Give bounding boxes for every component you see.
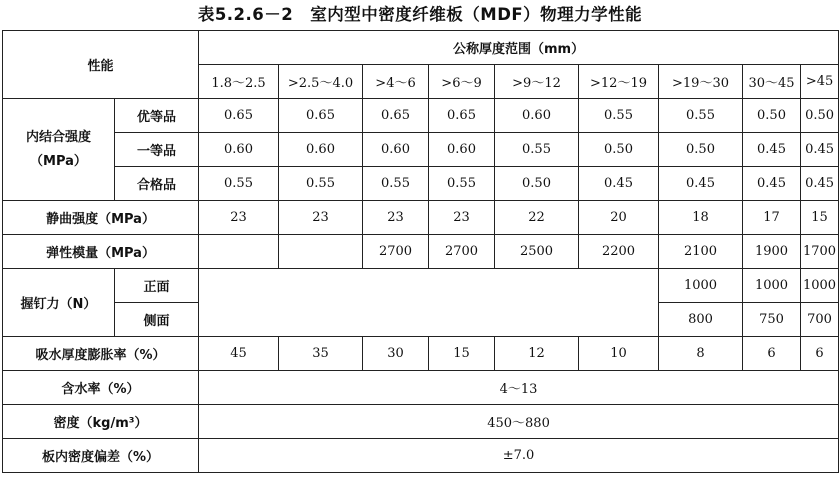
table-cell: 1900 [743,235,801,269]
thickness-range-header: 公称厚度范围（mm） [199,31,839,65]
table-cell: 0.45 [801,167,839,201]
table-cell: 0.65 [429,99,495,133]
thickness-range: >2.5～4.0 [279,65,363,99]
swelling-label: 吸水厚度膨胀率（%） [3,337,199,371]
table-cell: 0.55 [279,167,363,201]
blank-cell [199,269,659,337]
table-cell: 0.55 [199,167,279,201]
thickness-range: 30～45 [743,65,801,99]
table-cell: 750 [743,303,801,337]
moisture-value: 4～13 [199,371,839,405]
table-title: 表5.2.6－2 室内型中密度纤维板（MDF）物理力学性能 [197,5,643,24]
table-cell: 0.65 [199,99,279,133]
table-cell: 0.55 [495,133,579,167]
table-cell: 0.50 [801,99,839,133]
table-cell: 700 [801,303,839,337]
table-cell: 0.45 [659,167,743,201]
table-cell: 0.55 [659,99,743,133]
table-cell: 2100 [659,235,743,269]
table-cell: 800 [659,303,743,337]
moisture-label: 含水率（%） [3,371,199,405]
table-cell: 12 [495,337,579,371]
table-cell: 1000 [801,269,839,303]
density-deviation-label: 板内密度偏差（%） [3,439,199,473]
density-deviation-value: ±7.0 [199,439,839,473]
table-cell: 10 [579,337,659,371]
table-cell: 15 [429,337,495,371]
table-cell: 23 [363,201,429,235]
table-cell: 0.50 [659,133,743,167]
side-label: 侧面 [115,303,199,337]
table-cell: 0.60 [279,133,363,167]
table-cell: 22 [495,201,579,235]
table-cell: 6 [801,337,839,371]
table-cell [279,235,363,269]
grade-label: 一等品 [115,133,199,167]
elastic-modulus-label: 弹性模量（MPa） [3,235,199,269]
table-cell: 8 [659,337,743,371]
screw-holding-label: 握钉力（N） [3,269,115,337]
density-value: 450～880 [199,405,839,439]
side-label: 正面 [115,269,199,303]
table-cell: 0.45 [743,167,801,201]
table-cell: 6 [743,337,801,371]
property-header: 性能 [3,31,199,99]
table-cell: 0.55 [429,167,495,201]
table-cell: 35 [279,337,363,371]
thickness-range: >12～19 [579,65,659,99]
thickness-range: >9～12 [495,65,579,99]
table-cell: 2700 [429,235,495,269]
table-cell: 30 [363,337,429,371]
table-cell: 0.45 [801,133,839,167]
bending-strength-label: 静曲强度（MPa） [3,201,199,235]
grade-label: 合格品 [115,167,199,201]
table-cell: 18 [659,201,743,235]
table-cell: 0.65 [363,99,429,133]
table-cell: 0.50 [579,133,659,167]
table-cell: 0.50 [743,99,801,133]
table-cell: 0.60 [429,133,495,167]
grade-label: 优等品 [115,99,199,133]
table-cell: 2500 [495,235,579,269]
table-cell: 0.45 [579,167,659,201]
table-cell: 23 [279,201,363,235]
table-cell: 17 [743,201,801,235]
table-cell: 1000 [743,269,801,303]
table-cell: 2700 [363,235,429,269]
thickness-range: >6～9 [429,65,495,99]
table-cell [199,235,279,269]
table-cell: 23 [199,201,279,235]
thickness-range: >19～30 [659,65,743,99]
table-cell: 23 [429,201,495,235]
table-cell: 0.55 [579,99,659,133]
thickness-range: >45 [801,65,839,99]
table-cell: 1000 [659,269,743,303]
table-cell: 20 [579,201,659,235]
table-cell: 0.60 [199,133,279,167]
table-cell: 0.50 [495,167,579,201]
table-cell: 0.65 [279,99,363,133]
properties-table [2,30,839,473]
table-cell: 45 [199,337,279,371]
table-cell: 0.60 [363,133,429,167]
internal-bond-label: 内结合强度（MPa） [3,99,115,201]
density-label: 密度（kg/m³） [3,405,199,439]
table-cell: 1700 [801,235,839,269]
table-cell: 15 [801,201,839,235]
thickness-range: 1.8～2.5 [199,65,279,99]
table-cell: 0.60 [495,99,579,133]
table-cell: 0.55 [363,167,429,201]
table-cell: 2200 [579,235,659,269]
thickness-range: >4～6 [363,65,429,99]
table-cell: 0.45 [743,133,801,167]
